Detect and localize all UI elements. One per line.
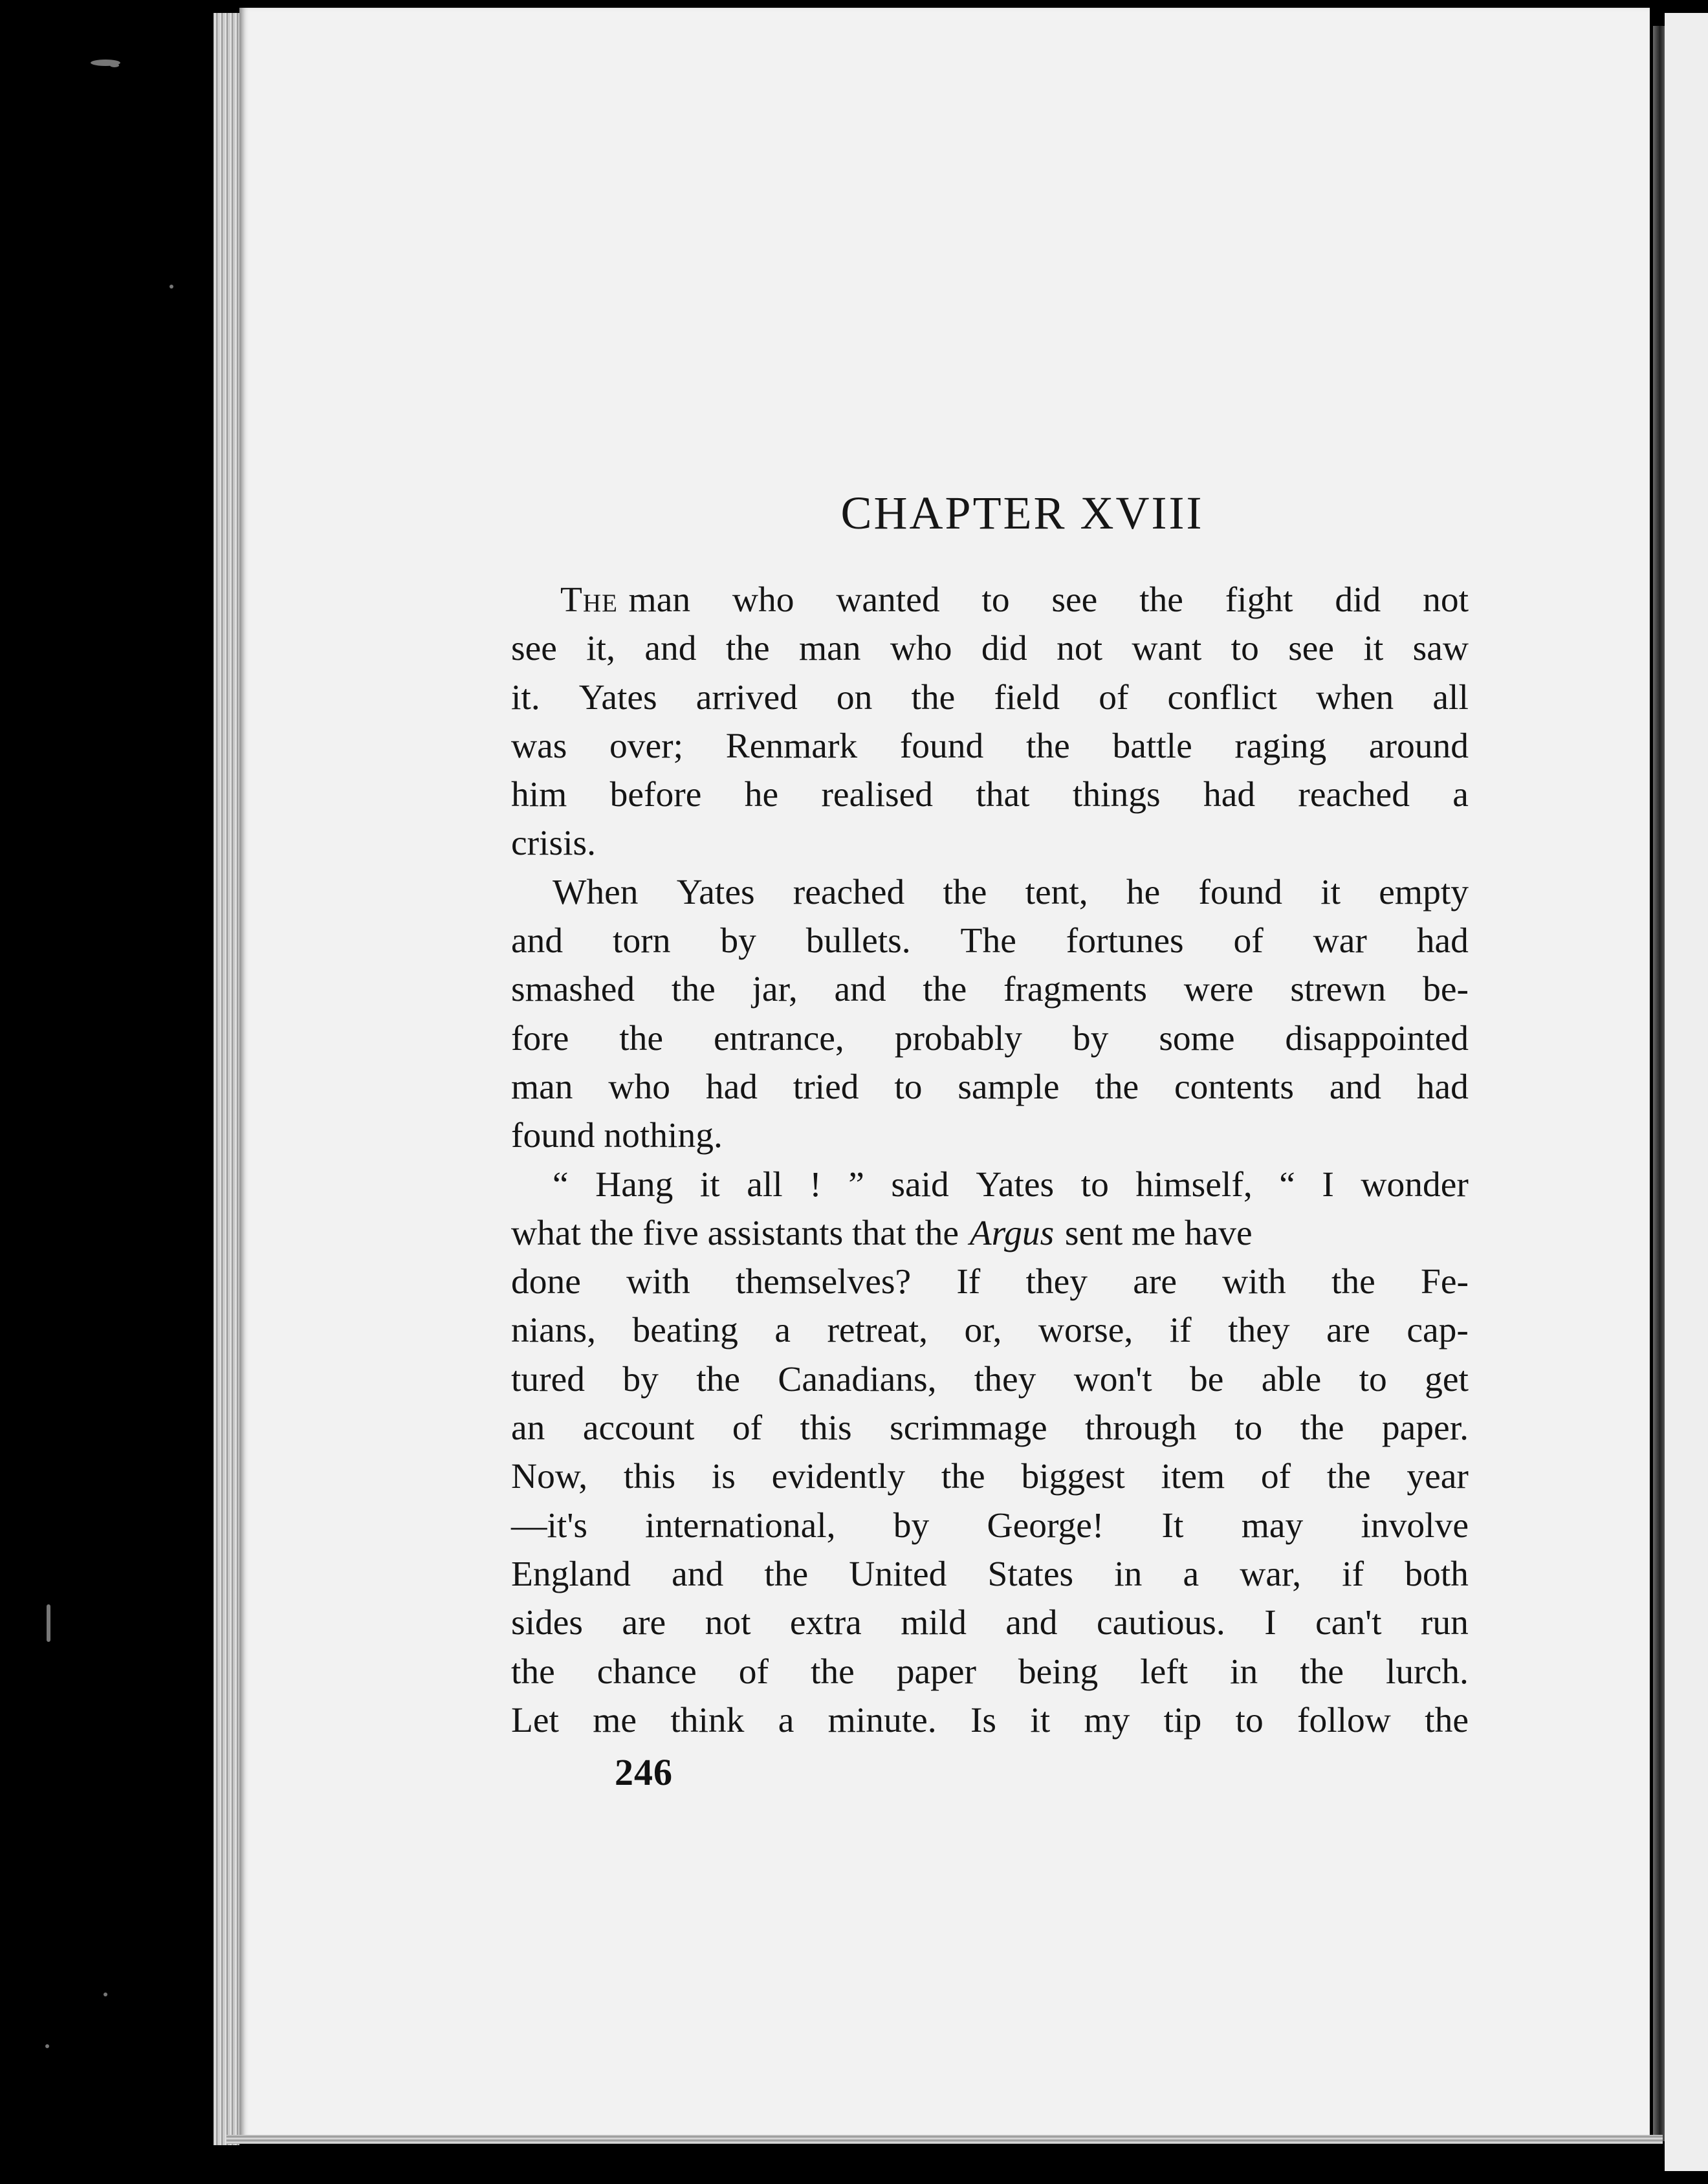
text-line: smashed the jar, and the fragments were strewn be- (511, 970, 1469, 1010)
text-line: found nothing. (511, 1116, 723, 1156)
text-line: was over; Renmark found the battle raging around (511, 726, 1469, 766)
text-line: see it, and the man who did not want to see it saw (511, 629, 1469, 669)
text-line: fore the entrance, probably by some disappointed (511, 1018, 1469, 1058)
text-line: it. Yates arrived on the field of conflict when all (511, 677, 1469, 717)
text-line: crisis. (511, 824, 597, 864)
text-line: —it's international, by George! It may involve (511, 1505, 1469, 1545)
dropcap-lead-word: The (560, 580, 618, 620)
text-line: him before he realised that things had reached a (511, 775, 1469, 815)
body-text (511, 576, 1469, 1745)
book-page-edges (214, 13, 239, 2145)
text-segment: sent me have (1064, 1213, 1253, 1253)
text-line: done with themselves? If they are with the Fe- (511, 1262, 1469, 1302)
facing-page-edge (1665, 13, 1708, 2171)
scan-speck (47, 1604, 50, 1642)
text-line: England and the United States in a war, if both (511, 1554, 1469, 1594)
chapter-title: CHAPTER XVIII (840, 487, 1204, 539)
page-bottom-edges (226, 2135, 1663, 2144)
text-line (511, 576, 1469, 624)
text-line: sides are not extra mild and cautious. I can't run (511, 1603, 1469, 1643)
text-line: Let me think a minute. Is it my tip to follow the (511, 1700, 1469, 1740)
text-line-with-italic (511, 1209, 1469, 1258)
text-line: Now, this is evidently the biggest item of the year (511, 1457, 1469, 1497)
text-line: nians, beating a retreat, or, worse, if they are cap- (511, 1311, 1469, 1351)
scan-speck (110, 63, 119, 67)
text-line: and torn by bullets. The fortunes of war had (511, 921, 1469, 961)
text-line-content: man who wanted to see the fight did not (628, 580, 1469, 620)
text-line: “ Hang it all ! ” said Yates to himself, “ I wonder (553, 1164, 1469, 1205)
newspaper-name: Argus (969, 1213, 1055, 1253)
text-segment: what the five assistants that the (511, 1213, 959, 1253)
text-line: the chance of the paper being left in the lurch. (511, 1652, 1469, 1692)
text-line: an account of this scrimmage through to the paper. (511, 1408, 1469, 1448)
gutter-shadow (1653, 26, 1665, 2141)
scan-speck (45, 2044, 49, 2048)
text-line: man who had tried to sample the contents and had (511, 1067, 1469, 1107)
scan-speck (104, 1993, 107, 1996)
text-line: When Yates reached the tent, he found it empty (553, 872, 1469, 912)
scan-speck (170, 285, 173, 289)
page-number: 246 (615, 1751, 673, 1793)
text-line: tured by the Canadians, they won't be able to get (511, 1359, 1469, 1399)
